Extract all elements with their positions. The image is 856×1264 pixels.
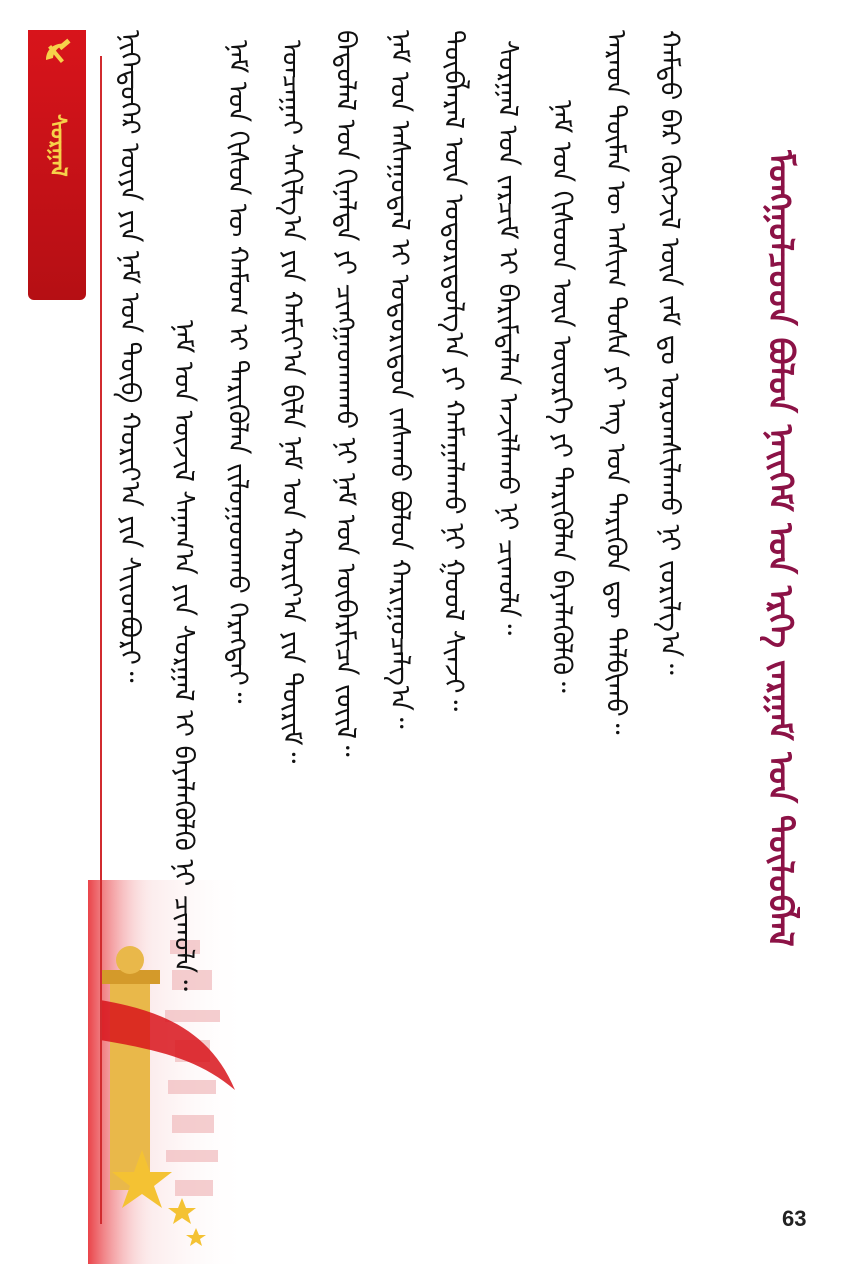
- body-line: ᠨᠢᠭᠡᠳᠦᠭᠡᠷ ᠦᠶᠡ ᠶᠢᠨ ᠨᠠᠮ ᠤᠨ ᠲᠥᠪ ᠬᠣᠷᠢᠶ᠎ᠠ ᠶᠢᠨ ᠰᠢᠢᠳᠪᠦᠷᠢ᠃: [114, 30, 145, 683]
- content-rule: [100, 56, 102, 1224]
- body-line: ᠠᠷᠠᠳ ᠲᠦᠮᠡᠨ ᠦ ᠠᠰᠢᠭ ᠲᠤᠰᠠ ᠶᠢ ᠡᠩ ᠤᠨ ᠲᠡᠷᠢᠭᠦᠨ ᠳᠦ ᠲᠠᠯᠪᠢᠬᠤ᠃: [600, 30, 631, 735]
- body-line: ᠨᠠᠮ ᠤᠨ ᠦᠵᠢᠯ ᠰᠠᠨᠠᠭ᠎ᠠ ᠶᠢᠨ ᠰᠤᠷᠭᠠᠯ ᠢ ᠪᠡᠶᠡᠯᠡᠭᠦᠯᠬᠦ ᠨᠢ ᠴᠢᠬᠤᠯᠠ᠃: [168, 320, 199, 991]
- section-title: ᠮᠤᠩᠭᠤᠯᠴᠤᠳ ᠪᠣᠯᠤᠨ ᠨᠡᠢᠭᠡᠮ ᠤᠨ ᠡᠷᠬᠡ ᠵᠠᠷᠭᠠᠮ ᠤᠨ ᠲᠥᠯᠦᠪᠯᠡᠯ: [760, 150, 800, 947]
- body-line: ᠨᠠᠮ ᠤᠨ ᠠᠰᠠᠭᠤᠳᠠᠯ ᠢ ᠤᠳᠤᠷᠢᠳᠤᠨ ᠵᠠᠰᠠᠬᠤ ᠪᠣᠯᠤᠨ ᠬᠠᠷᠢᠭᠤᠴᠠᠯᠭ᠎ᠠ᠃: [384, 30, 415, 729]
- body-line: ᠨᠠᠮ ᠤᠨ ᠭᠢᠰᠦᠨ ᠦ ᠬᠠᠮᠤᠭ ᠢ ᠲᠡᠷᠢᠭᠦᠯᠡᠨ ᠵᠢᠯᠤᠭᠣᠳᠬᠤ ᠬᠡᠷᠡᠭᠲᠡᠢ᠃: [222, 40, 253, 704]
- body-line: ᠣᠨᠴᠠᠭᠠᠢ ᠰᠠᠬᠢᠯᠭ᠎ᠠ ᠶᠢᠨ ᠬᠠᠮᠢᠶ᠎ᠠ ᠪᠢᠯᠡ ᠨᠠᠮ ᠤᠨ ᠬᠣᠷᠢᠶ᠎ᠠ ᠶᠢᠨ ᠳᠦᠷᠢᠮ᠃: [276, 40, 307, 764]
- body-line: ᠨᠠᠮ ᠤᠨ ᠭᠢᠰᠦᠳ ᠦᠨ ᠦᠦᠷᠭᠡ ᠶᠢ ᠲᠡᠷᠢᠭᠦᠯᠡᠨ ᠪᠡᠶᠡᠯᠡᠭᠦᠯᠬᠦ᠃: [546, 100, 577, 693]
- body-line: ᠰᠤᠷᠭᠠᠯ ᠤᠨ ᠵᠠᠷᠴᠢᠮ ᠢ ᠪᠠᠷᠢᠮᠲᠠᠯᠠᠨ ᠠᠵᠢᠯᠯᠠᠬᠤ ᠨᠢ ᠴᠢᠬᠤᠯᠠ᠃: [492, 40, 523, 636]
- badge-title: ᠰᠤᠷᠭᠠᠯ: [45, 113, 70, 177]
- body-line: ᠲᠥᠪᠯᠡᠷᠡᠯ ᠦᠨ ᠤᠳᠤᠷᠢᠳᠤᠯᠭ᠎ᠠ ᠶᠢ ᠬᠠᠮᠠᠭᠠᠯᠠᠬᠤ ᠨᠢ ᠭᠣᠣᠯ ᠰᠢᠨᠵᠢ᠃: [438, 30, 469, 712]
- hammer-sickle-icon: [40, 36, 74, 70]
- page-number: 63: [782, 1206, 807, 1231]
- body-line: ᠪᠠᠲᠤᠯᠠᠯ ᠤᠨ ᠬᠢᠨᠠᠯᠲᠠ ᠶᠢ ᠴᠢᠩᠭᠠᠳᠬᠠᠬᠤ ᠨᠢ ᠨᠠᠮ ᠤᠨ ᠥᠪᠡᠷᠮᠢᠴᠡ ᠵᠦᠢᠯ᠃: [330, 30, 361, 757]
- body-line: ᠬᠠᠮᠲᠤ ᠪᠡᠷ ᠬᠥᠭᠵᠢᠯ ᠦᠨ ᠵᠠᠮ ᠳᠤ ᠤᠷᠤᠭᠰᠢᠯᠠᠬᠤ ᠨᠢ ᠵᠣᠷᠢᠯᠭ᠎ᠠ᠃: [654, 30, 685, 675]
